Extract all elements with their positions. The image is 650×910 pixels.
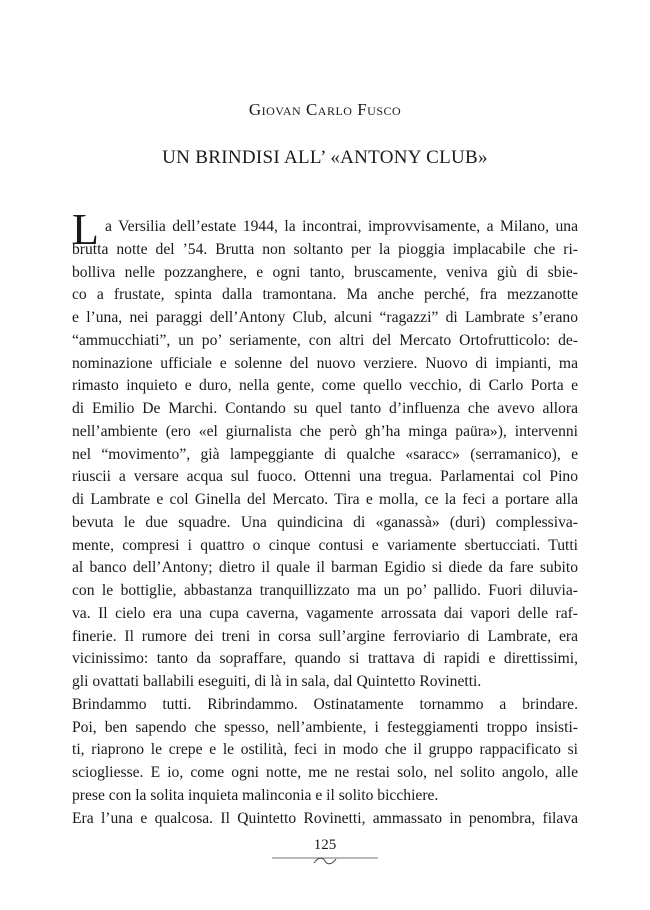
author-name: Giovan Carlo Fusco (248, 100, 402, 119)
body-line: nell’ambiente (ero «el giurnalista che però gh’ha minga paüra»), intervenni (72, 422, 578, 440)
body-line: mente, compresi i quattro o cinque contusi e variamente sbertucciati. Tutti (72, 536, 578, 554)
body-line: prese con la solita inquieta malinconia e il solito bicchiere. (72, 786, 439, 804)
body-line: riuscii a versare acqua sul fuoco. Ottenni una tregua. Parlamentai col Pino (72, 468, 578, 486)
body-line: va. Il cielo era una cupa caverna, vagamente arrossata dai vapori delle raf- (72, 604, 578, 622)
body-line-text: a Versilia dell’estate 1944, la incontrai, improvvisamente, a Milano, una (105, 218, 578, 235)
body-line: di Emilio De Marchi. Contando su quel tanto d’influenza che avevo allora (72, 400, 578, 417)
body-line: Era l’una e qualcosa. Il Quintetto Rovinetti, ammassato in penombra, filava (72, 809, 578, 827)
swash-flourish-icon (270, 854, 380, 866)
page-number: 125 (313, 837, 337, 853)
body-line: con le bottiglie, abbastanza tranquillizzato ma un po’ pallido. Fuori diluvia- (72, 582, 578, 599)
body-line: “ammucchiati”, un po’ seriamente, con altri del Mercato Ortofrutticolo: de- (72, 331, 578, 349)
body-line: Poi, ben sapendo che spesso, nell’ambiente, i festeggiamenti troppo insisti- (72, 718, 578, 736)
body-line: brutta notte del ’54. Brutta non soltanto per la pioggia implacabile che ri- (72, 240, 578, 258)
body-line: bolliva nelle pozzanghere, e ogni tanto, bruscamente, veniva giù di sbie- (72, 263, 578, 281)
body-line: ti, riaprono le crepe e le ostilità, feci in modo che il gruppo rappacificato si (72, 741, 578, 759)
body-text (72, 205, 578, 830)
drop-cap: L (72, 205, 99, 254)
body-line: vicinissimo: tanto da sopraffare, quando si trattava di rapidi e direttissimi, (72, 650, 578, 668)
body-line: al banco dell’Antony; dietro il quale il barman Egidio si diede da fare subito (72, 559, 578, 577)
body-line: sciogliesse. E io, come ogni notte, me ne restai solo, nel solito angolo, alle (72, 764, 578, 781)
body-line: rimasto inquieto e duro, nella gente, come quello vecchio, di Carlo Porta e (72, 377, 578, 395)
body-line: gli ovattati ballabili eseguiti, di là in sala, dal Quintetto Rovinetti. (72, 673, 482, 690)
body-line: bevuta le due squadre. Una quindicina di «ganassà» (duri) complessiva- (72, 513, 578, 531)
body-line: finerie. Il rumore dei treni in corsa sull’argine ferroviario di Lambrate, era (72, 627, 578, 645)
body-line: Brindammo tutti. Ribrindammo. Ostinatamente tornammo a brindare. (72, 695, 578, 713)
body-line: nominazione ufficiale e solenne del nuovo verziere. Nuovo di impianti, ma (72, 354, 578, 372)
body-line: nel “movimento”, già lampeggiante di qualche «saracc» (serramanico), e (72, 445, 578, 463)
body-line: co a frustate, spinta dalla tramontana. Ma anche perché, fra mezzanotte (72, 286, 578, 304)
chapter-title: UN BRINDISI ALL’ «ANTONY CLUB» (162, 147, 488, 168)
body-line: e l’una, nei paraggi dell’Antony Club, alcuni “ragazzi” di Lambrate s’erano (72, 309, 578, 326)
body-line: di Lambrate e col Ginella del Mercato. Tira e molla, ce la feci a portare alla (72, 491, 578, 508)
